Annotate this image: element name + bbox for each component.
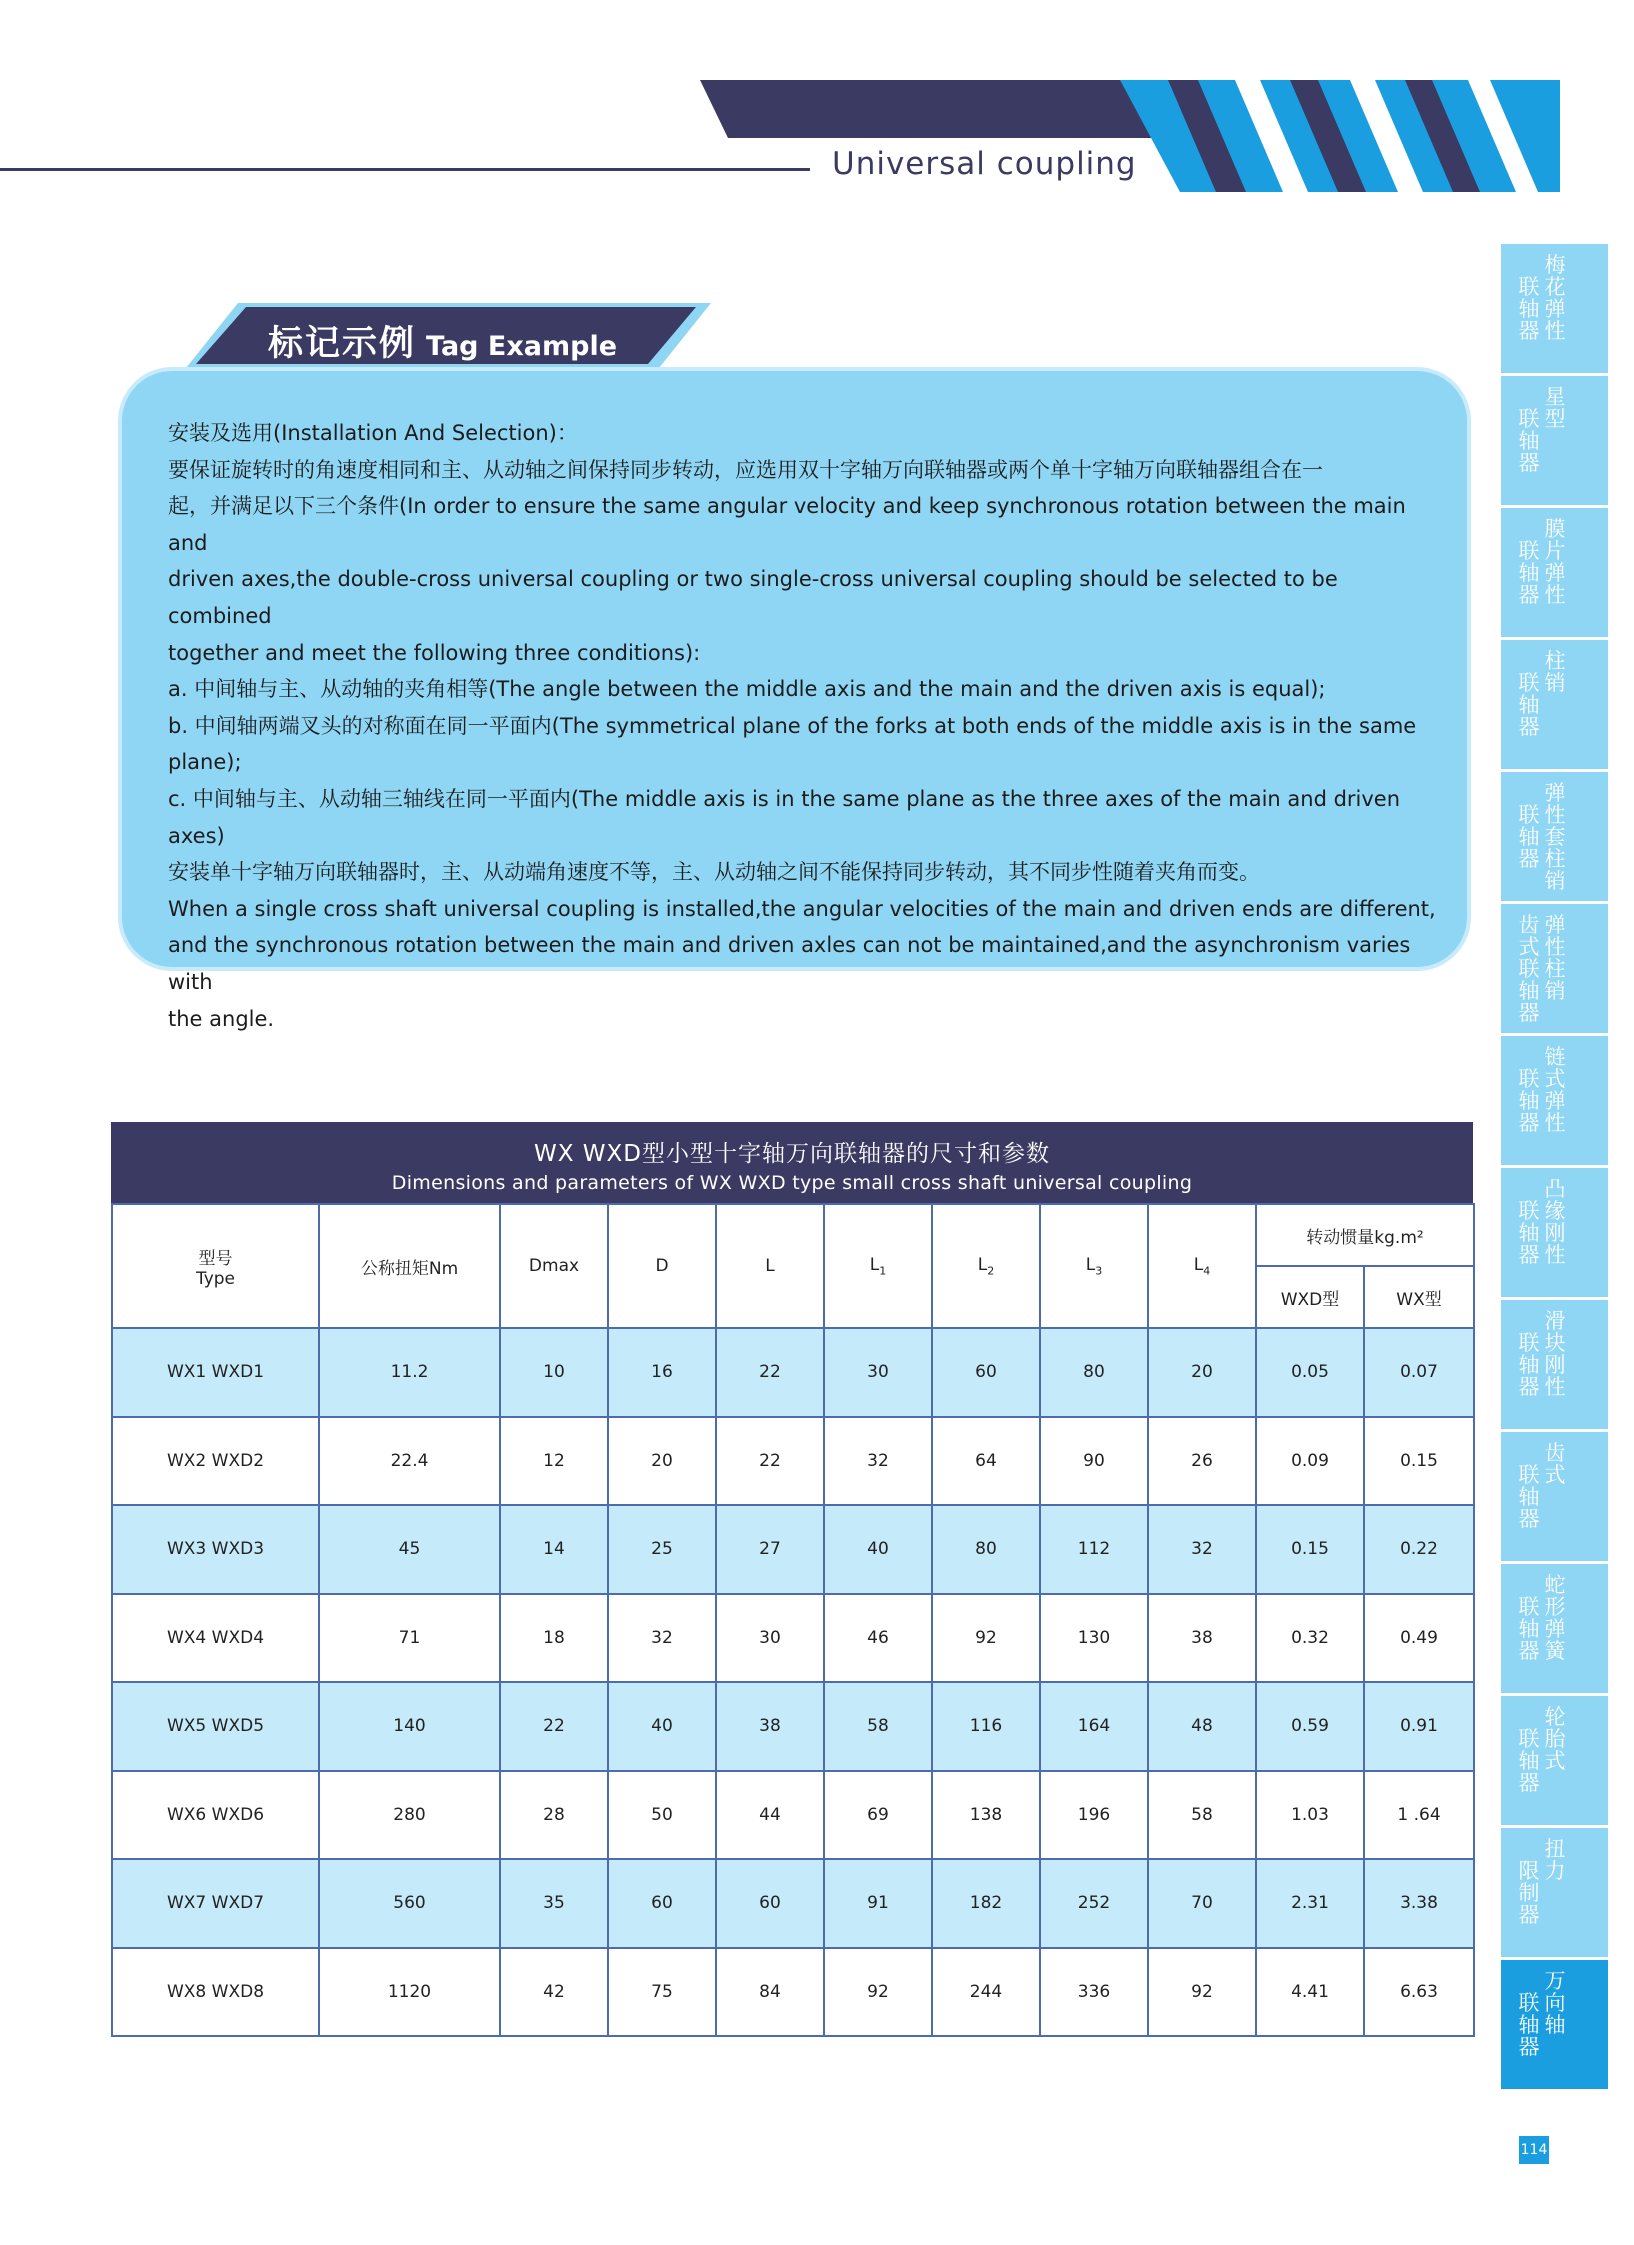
side-nav-item[interactable] (1501, 640, 1608, 769)
table-cell: WX3 WXD3 (112, 1505, 319, 1594)
table-row (112, 1859, 1474, 1948)
header-l2-letter: L (977, 1254, 988, 1275)
table-cell: 196 (1040, 1771, 1148, 1860)
spec-table-title (111, 1122, 1473, 1203)
side-nav-item-label: 联 轴 器 (1518, 274, 1540, 343)
table-cell: 0.32 (1256, 1594, 1364, 1683)
table-title-en: Dimensions and parameters of WX WXD type small cross shaft universal coupling (391, 1172, 1193, 1194)
header-l3-sub: 3 (1095, 1264, 1103, 1278)
table-cell: 46 (824, 1594, 932, 1683)
table-cell: 27 (716, 1505, 824, 1594)
table-cell: 92 (824, 1948, 932, 2037)
side-nav-item-label: 联 轴 器 (1518, 1990, 1540, 2059)
header-inertia: 转动惯量kg.m² (1256, 1204, 1474, 1266)
header-dmax: Dmax (500, 1204, 608, 1328)
table-cell: 182 (932, 1859, 1040, 1948)
info-line: driven axes,the double-cross universal coupling or two single-cross universal coupling should be selected to be combined (168, 567, 1338, 628)
table-cell: 35 (500, 1859, 608, 1948)
side-nav-item[interactable] (1501, 1432, 1608, 1561)
table-cell: 92 (932, 1594, 1040, 1683)
table-cell: 12 (500, 1417, 608, 1506)
side-nav-item-type: 滑 块 刚 性 (1544, 1309, 1566, 1399)
info-line: b. 中间轴两端叉头的对称面在同一平面内(The symmetrical plane of the forks at both ends of the middle axis is in the same (168, 713, 1417, 738)
page-number: 114 (1519, 2136, 1549, 2164)
page-header-title: Universal coupling (832, 146, 1137, 182)
table-cell: 560 (319, 1859, 500, 1948)
info-line: a. 中间轴与主、从动轴的夹角相等(The angle between the middle axis and the main and the driven axis is equal); (168, 677, 1326, 702)
side-nav-item-label: 齿 式 联 轴 器 (1518, 912, 1540, 1025)
table-cell: 38 (716, 1682, 824, 1771)
side-nav-item-type: 蛇 形 弹 簧 (1544, 1573, 1566, 1663)
table-cell: 28 (500, 1771, 608, 1860)
table-cell: 0.15 (1364, 1417, 1474, 1506)
header-type-cn: 型号 (198, 1248, 233, 1269)
header-type (112, 1204, 319, 1328)
table-cell: WX1 WXD1 (112, 1328, 319, 1417)
info-line: and the synchronous rotation between the main and driven axles can not be maintained,and the asynchronism varies with (168, 933, 1411, 994)
side-nav-item-label: 联 轴 器 (1518, 1330, 1540, 1399)
header-d: D (608, 1204, 716, 1328)
table-cell: 0.91 (1364, 1682, 1474, 1771)
table-cell: 280 (319, 1771, 500, 1860)
tag-example-heading (268, 316, 617, 366)
side-nav-item[interactable] (1501, 1828, 1608, 1957)
table-cell: 32 (608, 1594, 716, 1683)
header-torque: 公称扭矩Nm (319, 1204, 500, 1328)
side-nav-item[interactable] (1501, 1168, 1608, 1297)
side-nav-item-type: 链 式 弹 性 (1544, 1045, 1566, 1135)
table-cell: 244 (932, 1948, 1040, 2037)
side-nav-item-type: 轮 胎 式 (1544, 1705, 1566, 1773)
header-l4-sub: 4 (1203, 1264, 1211, 1278)
table-cell: 30 (716, 1594, 824, 1683)
table-row (112, 1505, 1474, 1594)
side-nav-item[interactable] (1501, 376, 1608, 505)
table-cell: 0.09 (1256, 1417, 1364, 1506)
table-cell: 0.05 (1256, 1328, 1364, 1417)
header-l3 (1040, 1204, 1148, 1328)
table-cell: 44 (716, 1771, 824, 1860)
table-cell: 26 (1148, 1417, 1256, 1506)
table-cell: 48 (1148, 1682, 1256, 1771)
table-cell: 0.22 (1364, 1505, 1474, 1594)
header-rule (0, 168, 810, 171)
table-cell: 140 (319, 1682, 500, 1771)
side-nav-item-type: 齿 式 (1544, 1441, 1566, 1487)
side-nav-item-label: 联 轴 器 (1518, 406, 1540, 475)
table-cell: 0.49 (1364, 1594, 1474, 1683)
side-nav-item[interactable] (1501, 1300, 1608, 1429)
header-l1-sub: 1 (879, 1264, 887, 1278)
header-l1 (824, 1204, 932, 1328)
side-nav-item[interactable] (1501, 1564, 1608, 1693)
side-nav-item-type: 弹 性 套 柱 销 (1544, 781, 1566, 893)
table-row (112, 1682, 1474, 1771)
table-cell: 71 (319, 1594, 500, 1683)
table-cell: 58 (824, 1682, 932, 1771)
side-nav-item-type: 凸 缘 刚 性 (1544, 1177, 1566, 1267)
header-l4 (1148, 1204, 1256, 1328)
info-line: c. 中间轴与主、从动轴三轴线在同一平面内(The middle axis is in the same plane as the three axes of the main and driven (168, 786, 1401, 811)
spec-table (111, 1203, 1475, 2037)
table-cell: WX4 WXD4 (112, 1594, 319, 1683)
info-line: 要保证旋转时的角速度相同和主、从动轴之间保持同步转动，应选用双十字轴万向联轴器或两个单十字轴万向联轴器组合在一 (168, 457, 1323, 482)
side-nav-item[interactable] (1501, 244, 1608, 373)
table-cell: 336 (1040, 1948, 1148, 2037)
table-cell: 75 (608, 1948, 716, 2037)
header-l4-letter: L (1193, 1254, 1204, 1275)
header-l1-letter: L (869, 1254, 880, 1275)
header-wxd: WXD型 (1256, 1266, 1364, 1328)
table-header-row (112, 1204, 1474, 1266)
table-cell: 2.31 (1256, 1859, 1364, 1948)
table-cell: 1 .64 (1364, 1771, 1474, 1860)
header-l2-sub: 2 (987, 1264, 995, 1278)
spec-table-body (112, 1328, 1474, 2036)
side-nav-item-label: 联 轴 器 (1518, 1198, 1540, 1267)
side-nav-item-label: 联 轴 器 (1518, 538, 1540, 607)
tag-heading-cn: 标记示例 (268, 324, 417, 364)
side-nav-item-type: 扭 力 (1544, 1837, 1566, 1883)
table-cell: 25 (608, 1505, 716, 1594)
table-cell: 40 (824, 1505, 932, 1594)
info-line: When a single cross shaft universal coupling is installed,the angular velocities of the main and driven ends are different, (168, 896, 1436, 921)
side-nav-item-label: 联 轴 器 (1518, 1066, 1540, 1135)
side-nav-item-type: 弹 性 柱 销 (1544, 913, 1566, 1003)
table-cell: WX8 WXD8 (112, 1948, 319, 2037)
table-cell: 84 (716, 1948, 824, 2037)
table-cell: 92 (1148, 1948, 1256, 2037)
side-nav-item[interactable] (1501, 1696, 1608, 1825)
side-nav-item-label: 联 轴 器 (1518, 1462, 1540, 1531)
table-cell: 11.2 (319, 1328, 500, 1417)
table-cell: 80 (1040, 1328, 1148, 1417)
installation-info-text (168, 415, 1438, 1037)
header-l: L (716, 1204, 824, 1328)
side-nav-item-label: 联 轴 器 (1518, 1726, 1540, 1795)
table-cell: 22 (500, 1682, 608, 1771)
side-nav-item[interactable] (1501, 1036, 1608, 1165)
table-cell: 18 (500, 1594, 608, 1683)
table-cell: 4.41 (1256, 1948, 1364, 2037)
table-cell: 70 (1148, 1859, 1256, 1948)
header-l2 (932, 1204, 1040, 1328)
side-nav-item-label: 联 轴 器 (1518, 802, 1540, 871)
info-line: plane); (168, 750, 242, 775)
category-side-nav (1501, 244, 1608, 2092)
header-l3-letter: L (1085, 1254, 1096, 1275)
side-nav-item[interactable] (1501, 1960, 1608, 2089)
table-cell: 60 (932, 1328, 1040, 1417)
table-cell: 0.15 (1256, 1505, 1364, 1594)
table-cell: 50 (608, 1771, 716, 1860)
info-line: axes) (168, 823, 225, 848)
table-cell: 3.38 (1364, 1859, 1474, 1948)
side-nav-item-label: 联 轴 器 (1518, 670, 1540, 739)
table-cell: 22 (716, 1417, 824, 1506)
table-cell: 20 (608, 1417, 716, 1506)
table-cell: 45 (319, 1505, 500, 1594)
table-cell: 112 (1040, 1505, 1148, 1594)
table-cell: 60 (716, 1859, 824, 1948)
table-cell: 30 (824, 1328, 932, 1417)
side-nav-item[interactable] (1501, 904, 1608, 1033)
side-nav-item-label: 限 制 器 (1518, 1858, 1540, 1927)
side-nav-item[interactable] (1501, 772, 1608, 901)
table-cell: 64 (932, 1417, 1040, 1506)
table-cell: 38 (1148, 1594, 1256, 1683)
table-cell: 69 (824, 1771, 932, 1860)
side-nav-item-type: 梅 花 弹 性 (1544, 253, 1566, 343)
table-cell: 138 (932, 1771, 1040, 1860)
side-nav-item-type: 柱 销 (1544, 649, 1566, 695)
side-nav-item[interactable] (1501, 508, 1608, 637)
info-line: 起，并满足以下三个条件(In order to ensure the same angular velocity and keep synchronous rotation between the main and (168, 494, 1406, 555)
table-cell: 42 (500, 1948, 608, 2037)
table-cell: 22 (716, 1328, 824, 1417)
table-cell: 252 (1040, 1859, 1148, 1948)
table-row (112, 1417, 1474, 1506)
table-cell: 40 (608, 1682, 716, 1771)
table-cell: 6.63 (1364, 1948, 1474, 2037)
table-cell: 32 (824, 1417, 932, 1506)
table-row (112, 1328, 1474, 1417)
table-title-cn: WX WXD型小型十字轴万向联轴器的尺寸和参数 (533, 1141, 1051, 1167)
info-line: the angle. (168, 1006, 275, 1031)
table-cell: 0.59 (1256, 1682, 1364, 1771)
header-type-en: Type (195, 1268, 236, 1289)
table-cell: 116 (932, 1682, 1040, 1771)
table-row (112, 1771, 1474, 1860)
table-cell: 14 (500, 1505, 608, 1594)
table-cell: 91 (824, 1859, 932, 1948)
table-cell: 0.07 (1364, 1328, 1474, 1417)
side-nav-item-type: 万 向 轴 (1544, 1969, 1566, 2037)
table-cell: WX7 WXD7 (112, 1859, 319, 1948)
table-cell: 16 (608, 1328, 716, 1417)
table-cell: 1120 (319, 1948, 500, 2037)
table-cell: 32 (1148, 1505, 1256, 1594)
table-cell: 90 (1040, 1417, 1148, 1506)
table-cell: 130 (1040, 1594, 1148, 1683)
table-cell: 20 (1148, 1328, 1256, 1417)
table-cell: 164 (1040, 1682, 1148, 1771)
table-cell: WX5 WXD5 (112, 1682, 319, 1771)
table-cell: 1.03 (1256, 1771, 1364, 1860)
table-cell: WX2 WXD2 (112, 1417, 319, 1506)
side-nav-item-type: 星 型 (1544, 385, 1566, 431)
side-nav-item-type: 膜 片 弹 性 (1544, 517, 1566, 607)
table-cell: 22.4 (319, 1417, 500, 1506)
info-line: together and meet the following three conditions): (168, 640, 701, 665)
info-line: 安装单十字轴万向联轴器时，主、从动端角速度不等，主、从动轴之间不能保持同步转动，其不同步性随着夹角而变。 (168, 860, 1260, 885)
header-wx: WX型 (1364, 1266, 1474, 1328)
info-line: 安装及选用(Installation And Selection)： (168, 421, 578, 445)
table-cell: 58 (1148, 1771, 1256, 1860)
table-cell: WX6 WXD6 (112, 1771, 319, 1860)
table-cell: 60 (608, 1859, 716, 1948)
table-cell: 80 (932, 1505, 1040, 1594)
table-row (112, 1948, 1474, 2037)
table-cell: 10 (500, 1328, 608, 1417)
side-nav-item-label: 联 轴 器 (1518, 1594, 1540, 1663)
tag-heading-en: Tag Example (426, 331, 618, 362)
table-row (112, 1594, 1474, 1683)
